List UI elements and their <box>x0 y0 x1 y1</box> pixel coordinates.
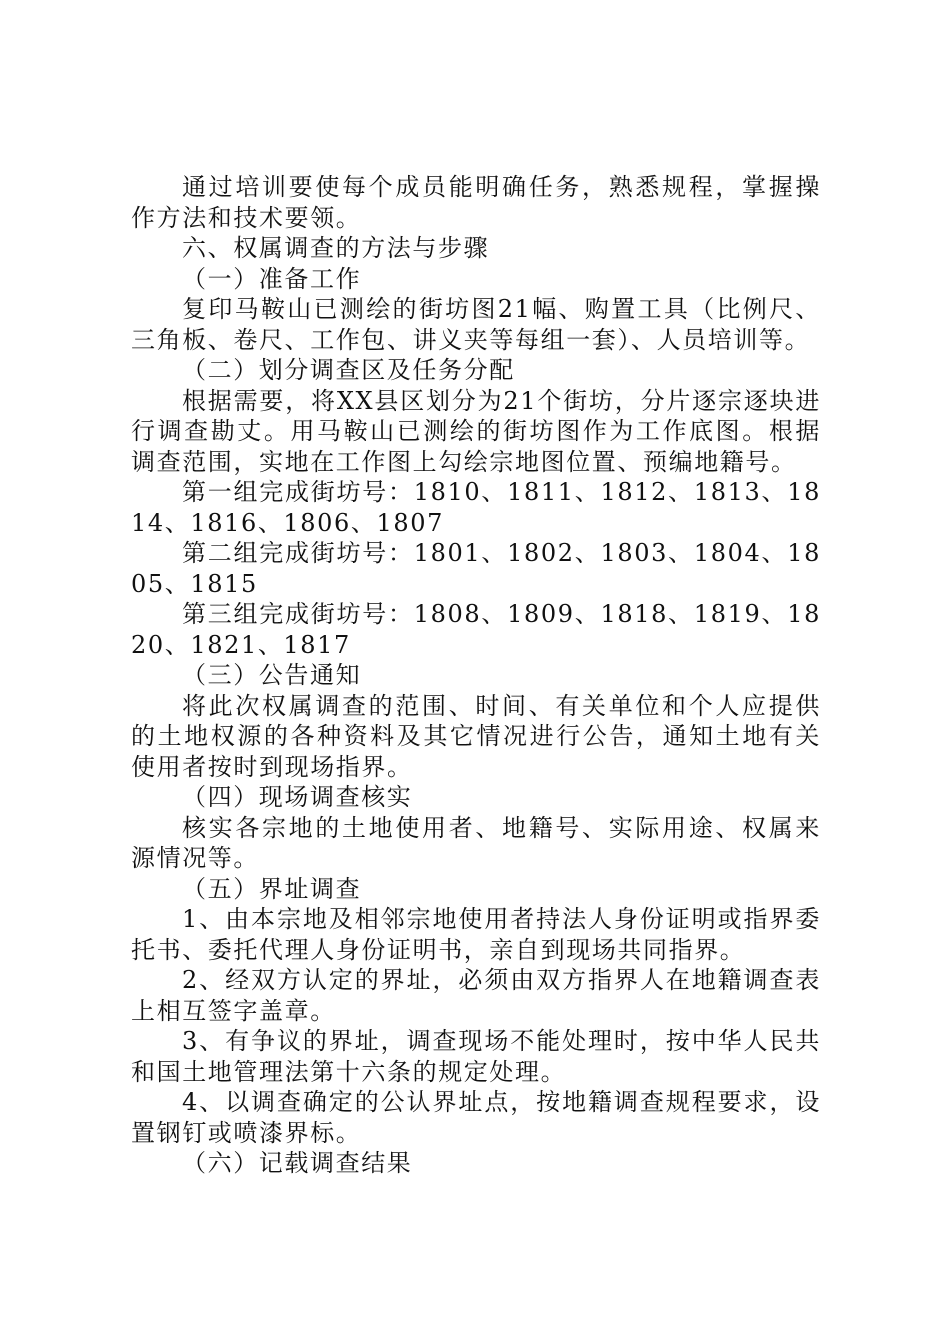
subheading-5-boundary: （五）界址调查 <box>182 874 362 903</box>
paragraph-boundary-3: 3、有争议的界址，调查现场不能处理时，按中华人民共和国土地管理法第十六条的规定处理。 <box>131 1027 821 1086</box>
subheading-4-verification: （四）现场调查核实 <box>182 783 413 811</box>
document-body <box>131 172 821 1179</box>
subheading-6-record: （六）记载调查结果 <box>182 1149 413 1177</box>
subheading-1-preparation: （一）准备工作 <box>182 264 362 293</box>
paragraph-preparation: 复印马鞍山已测绘的街坊图21幅、购置工具（比例尺、三角板、卷尺、工作包、讲义夹等每组一套）、人员培训等。 <box>131 295 821 354</box>
paragraph-boundary-2: 2、经双方认定的界址，必须由双方指界人在地籍调查表上相互签字盖章。 <box>131 966 821 1025</box>
paragraph-notice: 将此次权属调查的范围、时间、有关单位和个人应提供的土地权源的各种资料及其它情况进行公告，通知土地有关使用者按时到现场指界。 <box>131 691 821 781</box>
paragraph-verification: 核实各宗地的土地使用者、地籍号、实际用途、权属来源情况等。 <box>131 813 821 872</box>
paragraph-group-3: 第三组完成街坊号：1808、1809、1818、1819、1820、1821、1817 <box>131 600 821 659</box>
section-heading-6: 六、权属调查的方法与步骤 <box>182 234 490 262</box>
subheading-2-division: （二）划分调查区及任务分配 <box>182 356 515 384</box>
paragraph-training: 通过培训要使每个成员能明确任务，熟悉规程，掌握操作方法和技术要领。 <box>131 173 821 232</box>
paragraph-boundary-1: 1、由本宗地及相邻宗地使用者持法人身份证明或指界委托书、委托代理人身份证明书，亲自到现场共同指界。 <box>131 905 821 964</box>
paragraph-boundary-4: 4、以调查确定的公认界址点，按地籍调查规程要求，设置钢钉或喷漆界标。 <box>131 1088 821 1147</box>
paragraph-group-2: 第二组完成街坊号：1801、1802、1803、1804、1805、1815 <box>131 539 821 598</box>
paragraph-group-1: 第一组完成街坊号：1810、1811、1812、1813、1814、1816、1806、1807 <box>131 478 821 537</box>
paragraph-division: 根据需要，将XX县区划分为21个街坊，分片逐宗逐块进行调查勘丈。用马鞍山已测绘的街坊图作为工作底图。根据调查范围，实地在工作图上勾绘宗地图位置、预编地籍号。 <box>131 386 821 476</box>
subheading-3-notice: （三）公告通知 <box>182 661 362 689</box>
